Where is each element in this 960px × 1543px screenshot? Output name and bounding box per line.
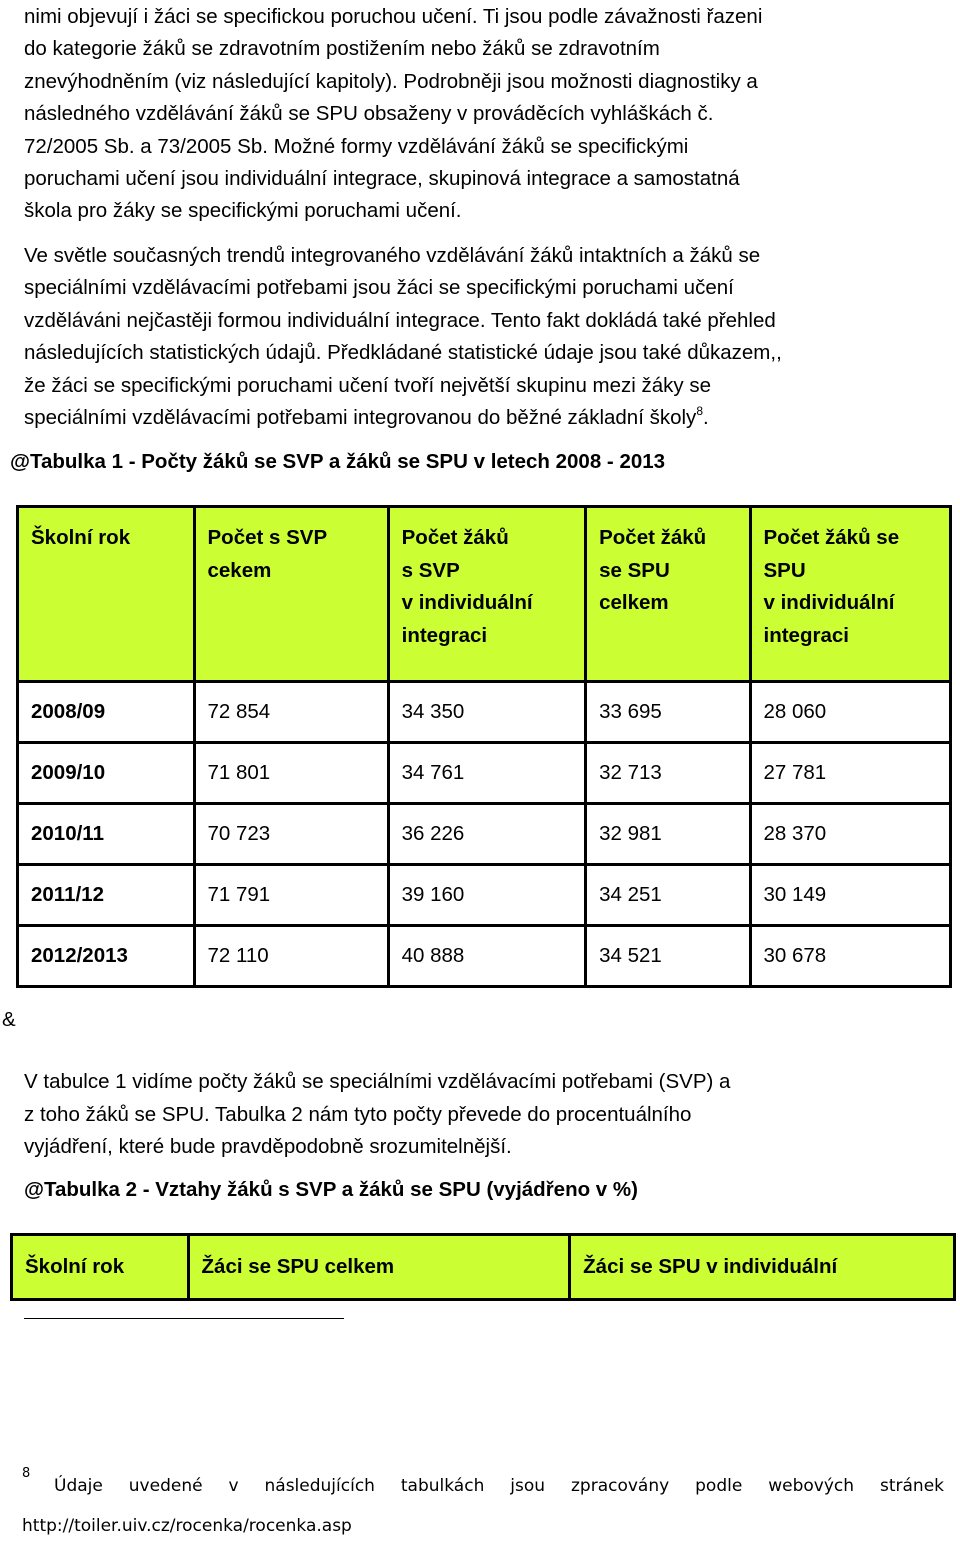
column-header-svp-integrated <box>388 507 585 682</box>
header-line: celkem <box>599 591 669 614</box>
table-cell: 28 060 <box>750 682 951 743</box>
column-header-spu-total <box>586 507 750 682</box>
header-line: Počet žáků <box>401 526 509 549</box>
table-cell-year: 2011/12 <box>18 865 195 926</box>
table-cell: 72 110 <box>194 926 388 987</box>
table-cell: 72 854 <box>194 682 388 743</box>
header-line: v individuální <box>401 591 533 614</box>
table-cell: 39 160 <box>388 865 585 926</box>
column-header-spu-integrated <box>750 507 951 682</box>
table-cell: 40 888 <box>388 926 585 987</box>
paragraph-table-summary <box>24 1066 954 1164</box>
text-line: do kategorie žáků se zdravotním postižením nebo žáků se zdravotním <box>24 37 660 61</box>
table-students-percent <box>10 1233 956 1301</box>
footnote-text: Údaje uvedené v následujících tabulkách jsou zpracovány podle webových stránek <box>54 1476 944 1496</box>
paragraph-trends <box>24 240 954 434</box>
table-cell-year: 2010/11 <box>18 804 195 865</box>
table-cell-year: 2008/09 <box>18 682 195 743</box>
text-line: znevýhodněním (viz následující kapitoly). Podrobněji jsou možnosti diagnostiky a <box>24 69 758 93</box>
table2-caption: @Tabulka 2 - Vztahy žáků s SVP a žáků se SPU (vyjádřeno v %) <box>24 1178 638 1201</box>
text-line: 72/2005 Sb. a 73/2005 Sb. Možné formy vzdělávání žáků se specifickými <box>24 134 689 158</box>
table1-caption: @Tabulka 1 - Počty žáků se SVP a žáků se SPU v letech 2008 - 2013 <box>10 450 666 473</box>
table-cell: 30 149 <box>750 865 951 926</box>
header-line: se SPU <box>599 558 670 582</box>
table-cell: 71 791 <box>194 865 388 926</box>
table-cell: 34 521 <box>586 926 750 987</box>
header-line: integraci <box>401 623 488 647</box>
table-cell: 32 713 <box>586 743 750 804</box>
header-line: Počet s SVP <box>207 526 328 549</box>
table-row <box>18 682 951 743</box>
header-line: Počet žáků se <box>763 526 900 549</box>
table-cell: 28 370 <box>750 804 951 865</box>
text-line: že žáci se specifickými poruchami učení tvoří největší skupinu mezi žáky se <box>24 373 712 397</box>
header-line: v individuální <box>763 591 895 614</box>
text-line: speciálními vzdělávacími potřebami jsou žáci se specifickými poruchami učení <box>24 276 734 300</box>
table-cell: 33 695 <box>586 682 750 743</box>
text-fragment: speciálními vzdělávacími potřebami integrovanou do běžné základní školy <box>24 406 697 430</box>
text-line: Ve světle současných trendů integrovaného vzdělávání žáků intaktních a žáků se <box>24 244 761 267</box>
footnote-reference: 8 <box>696 404 703 419</box>
text-line: následujících statistických údajů. Předkládané statistické údaje jsou také důkazem,, <box>24 341 782 365</box>
table-header-row <box>12 1235 955 1300</box>
column-header-spu-total: Žáci se SPU celkem <box>188 1235 570 1300</box>
table-row <box>18 865 951 926</box>
header-line: SPU <box>763 558 806 582</box>
text-line: následného vzdělávání žáků se SPU obsaženy v prováděcích vyhláškách č. <box>24 102 714 126</box>
table-cell: 36 226 <box>388 804 585 865</box>
table-cell: 71 801 <box>194 743 388 804</box>
text-line: škola pro žáky se specifickými poruchami učení. <box>24 199 462 223</box>
footnote-url: http://toiler.uiv.cz/rocenka/rocenka.asp <box>22 1516 352 1536</box>
column-header-svp-total <box>194 507 388 682</box>
table-cell-year: 2012/2013 <box>18 926 195 987</box>
text-line: poruchami učení jsou individuální integrace, skupinová integrace a samostatná <box>24 167 740 191</box>
header-line: cekem <box>207 558 272 582</box>
table-row <box>18 804 951 865</box>
column-header-school-year: Školní rok <box>12 1235 189 1300</box>
header-line: integraci <box>763 623 849 647</box>
text-line <box>24 402 954 434</box>
table-cell: 70 723 <box>194 804 388 865</box>
text-line: vzděláváni nejčastěji formou individuální integrace. Tento fakt dokládá také přehled <box>24 308 776 332</box>
footnote-number: 8 <box>22 1466 31 1481</box>
text-line: vyjádření, které bude pravděpodobně srozumitelnější. <box>24 1135 512 1158</box>
footnote-separator <box>24 1318 344 1319</box>
text-line: V tabulce 1 vidíme počty žáků se speciálními vzdělávacími potřebami (SVP) a <box>24 1070 731 1093</box>
table-row <box>18 926 951 987</box>
table-cell: 32 981 <box>586 804 750 865</box>
ampersand-marker: & <box>2 1008 16 1031</box>
text-line: nimi objevují i žáci se specifickou poruchou učení. Ti jsou podle závažnosti řazeni <box>24 5 763 28</box>
table-cell-year: 2009/10 <box>18 743 195 804</box>
text-line: z toho žáků se SPU. Tabulka 2 nám tyto počty převede do procentuálního <box>24 1102 692 1126</box>
table-cell: 34 350 <box>388 682 585 743</box>
header-line: s SVP <box>401 558 460 582</box>
header-line: Školní rok <box>31 526 131 549</box>
header-line: Počet žáků <box>599 526 707 549</box>
table-cell: 27 781 <box>750 743 951 804</box>
table-cell: 34 761 <box>388 743 585 804</box>
table-students-counts <box>16 505 952 988</box>
paragraph-intro <box>24 1 954 228</box>
table-header-row <box>18 507 951 682</box>
column-header-spu-integrated: Žáci se SPU v individuální <box>570 1235 955 1300</box>
table-cell: 34 251 <box>586 865 750 926</box>
table-row <box>18 743 951 804</box>
column-header-school-year <box>18 507 195 682</box>
text-fragment: . <box>703 406 709 430</box>
table-cell: 30 678 <box>750 926 951 987</box>
